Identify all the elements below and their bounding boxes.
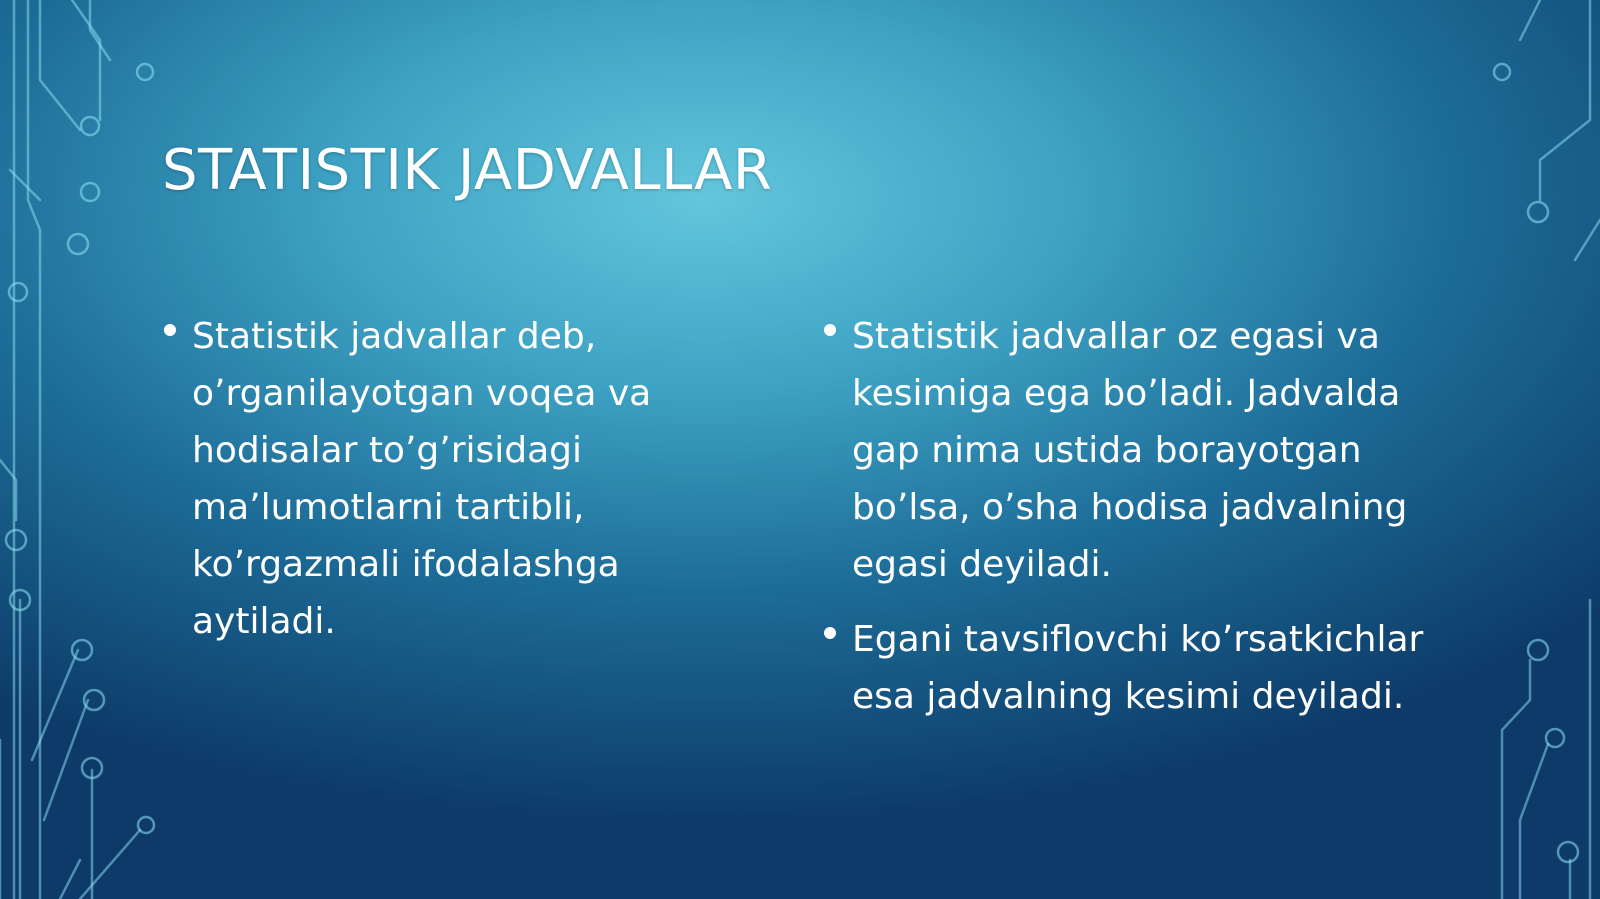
circuit-node <box>1558 842 1578 862</box>
circuit-node <box>6 530 26 550</box>
circuit-node <box>137 64 153 80</box>
circuit-line <box>1540 0 1590 200</box>
circuit-line <box>1502 660 1530 899</box>
bullet-text: Statistik jadvallar oz egasi va kesimiga ega bo’ladi. Jadvalda gap nima ustida borayotgan bo’lsa, o’sha hodisa jadvalning egasi deyiladi. <box>852 316 1408 585</box>
right-column-list <box>824 308 1460 743</box>
circuit-line <box>1575 220 1600 260</box>
bullet-text: Egani tavsiflovchi ko’rsatkichlar esa jadvalning kesimi deyiladi. <box>852 619 1424 717</box>
bullet-text: Statistik jadvallar deb, o’rganilayotgan voqea va hodisalar to’g’risidagi ma’lumotlarni tartibli, ko’rgazmali ifodalashga aytiladi. <box>192 316 652 642</box>
left-column-list <box>164 308 724 668</box>
list-item <box>824 308 1460 593</box>
circuit-node <box>138 817 154 833</box>
circuit-node <box>1494 64 1510 80</box>
circuit-line <box>1520 744 1548 899</box>
circuit-line <box>1520 0 1540 40</box>
circuit-node <box>72 640 92 660</box>
circuit-line <box>80 830 140 899</box>
circuit-node <box>81 117 99 135</box>
bullet-icon <box>824 627 836 639</box>
bullet-icon <box>164 324 176 336</box>
circuit-node <box>1528 202 1548 222</box>
circuit-node <box>81 183 99 201</box>
bullet-icon <box>824 324 836 336</box>
circuit-line <box>40 0 80 130</box>
circuit-node <box>9 283 27 301</box>
slide-title: STATISTIK JADVALLAR <box>162 138 773 203</box>
circuit-node <box>1546 729 1564 747</box>
circuit-line <box>28 0 40 899</box>
list-item <box>824 611 1460 725</box>
circuit-node <box>1528 640 1548 660</box>
circuit-line <box>60 860 80 899</box>
circuit-node <box>68 234 88 254</box>
circuit-line <box>72 0 100 120</box>
list-item <box>164 308 724 650</box>
